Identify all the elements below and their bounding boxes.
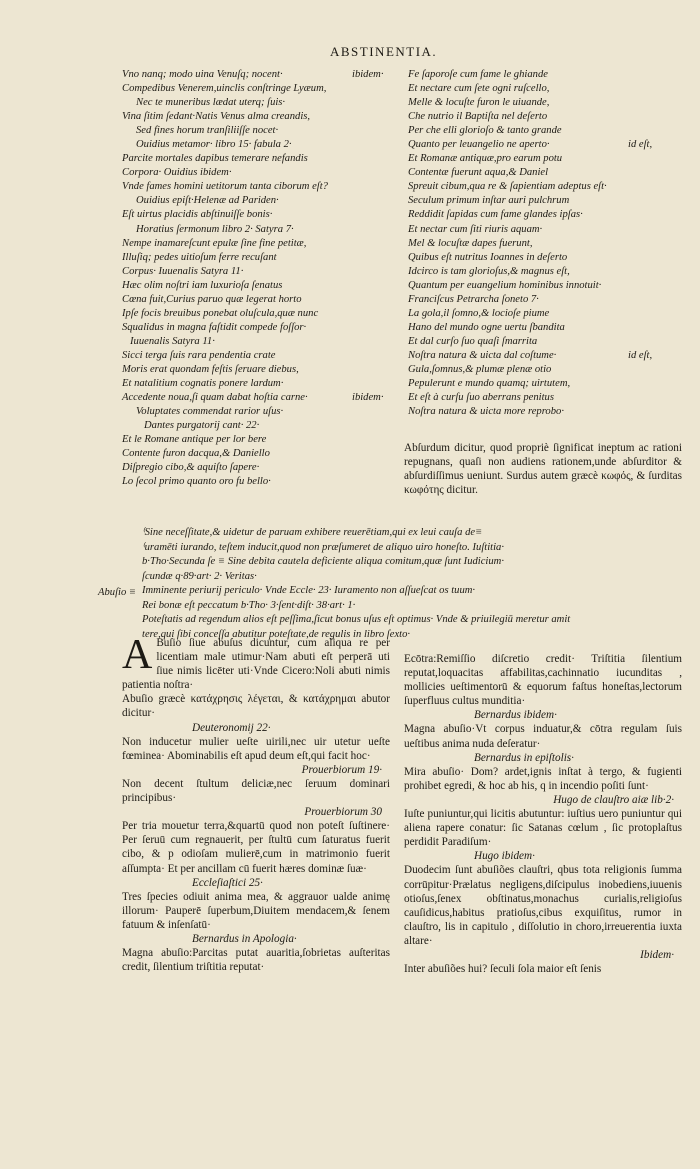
prose-paragraph: Inter abuſiões hui? ſeculi ſola maior eſt ſenis — [404, 963, 602, 976]
verse-line — [408, 237, 688, 251]
verse-line — [408, 124, 688, 138]
verse-line — [408, 251, 688, 265]
verse-text: Accedente noua,ſi quam dabat hoſtia carne· — [122, 392, 308, 404]
source-citation: Hugo de clauſtro aiæ lib·2· — [553, 793, 674, 806]
verse-text: Diſpregio cibo,& aquiſto ſapere· — [122, 462, 260, 474]
verse-text: Et le Romane antique per lor bere — [122, 434, 267, 446]
source-citation: Hugo ibidem· — [474, 850, 535, 863]
page-header: ABSTINENTIA. — [330, 44, 438, 59]
prose-paragraph: Iuſte puniuntur,qui licitis abutuntur: iuſtius uero puniuntur qui aliena rapere conatur: ſic Satanas cœlum , ſic protoplaſtus perdidit Paradiſum· — [404, 808, 682, 849]
abusio-label: Abuſio ≡ — [98, 587, 137, 598]
verse-text: Quantum per euangelium hominibus innotuit· — [408, 279, 602, 291]
verse-line — [408, 293, 688, 307]
verse-text: Hano del mundo ogne uertu ſbandita — [408, 321, 565, 333]
verse-line — [122, 265, 407, 279]
prose-paragraph: Magna abuſio·Vt corpus induatur,& cōtra regulam ſuis ueſtibus anima nuda deſeratur· — [404, 723, 682, 750]
verse-text: Che nutrio il Baptiſta nel deſerto — [408, 111, 548, 123]
verse-line — [122, 447, 407, 461]
verse-line — [408, 321, 688, 335]
verse-line — [408, 194, 688, 208]
verse-line — [122, 349, 407, 363]
verse-text: Et Romanæ antiquæ,pro earum potu — [408, 153, 563, 165]
verse-line — [408, 82, 688, 96]
verse-text: Moris erat quondam feſtis ſeruare diebus, — [122, 363, 299, 375]
verse-line — [122, 180, 407, 194]
verse-text: Corpora· Ouidius ibidem· — [122, 167, 232, 179]
verse-line — [122, 124, 407, 138]
verse-line — [122, 391, 407, 405]
verse-line — [408, 349, 688, 363]
prose-paragraph: Buſio ſiue abuſus dicuntur, cum aliqua re per licentiam male utimur·Nam abuti eſt perperā uti ſiue nimis licēter uti·Vnde Cicero:Noli abuti nimis patientia noſtra· — [122, 637, 390, 692]
verse-text: Quibus eſt nutritus Ioannes in deſerto — [408, 251, 568, 263]
verse-line — [408, 223, 688, 237]
absurdum-paragraph: Abſurdum dicitur, quod propriè ſignificat ineptum ac rationi repugnans, quaſi non audiens rationem,unde abſurditor & abſurdiſſimus ueniunt. Surdus autem græcè κωφός, & ſurditas κωφότης dicitur. — [404, 442, 682, 496]
verse-line — [122, 293, 407, 307]
verse-line — [122, 433, 407, 447]
verse-text: Dantes purgatorij cant· 22· — [144, 420, 260, 432]
verse-text: Spreuit cibum,qua re & ſapientiam adeptus eſt· — [408, 181, 607, 193]
verse-text: Reddidit ſapidas cum fame glandes ipſas· — [408, 209, 583, 221]
verse-text: Nec te muneribus lædat uterq; ſuis· — [136, 97, 286, 109]
prose-paragraph: Non decent ſtultum deliciæ,nec ſeruum dominari principibus· — [122, 777, 390, 805]
verse-text: Illuſiq; pedes uitioſum ferre recuſant — [122, 251, 277, 263]
verse-line — [122, 82, 407, 96]
verse-text: Et dal curſo ſuo quaſi ſmarrita — [408, 335, 538, 347]
prose-paragraph: Abuſio græcè κατάχρησις λέγεται, & κατάχρημαι abutor dicitur· — [122, 693, 390, 720]
verse-text: Compedibus Venerem,uinclis conſtringe Lyæum, — [122, 83, 327, 95]
outline-line: Poteſtatis ad regendum alios eſt peſſima,ſicut bonus uſus eſt optimus· Vnde & priuilegiū meretur amit — [142, 614, 571, 625]
verse-line — [122, 461, 407, 475]
verse-line — [408, 405, 688, 419]
verse-line — [408, 363, 688, 377]
outline-line: ⁽uramēti iurando, teſtem inducit,quod non præſumeret de aliquo uiro honeſto. Iuſtitia· — [142, 541, 504, 553]
verse-text: La gola,il ſomno,& locioſe piume — [408, 307, 550, 319]
verse-line — [122, 208, 407, 222]
verse-line — [122, 152, 407, 166]
source-citation: Deuteronomij 22· — [192, 721, 271, 734]
verse-text: Squalidus in magna faſtidit compede foſſor· — [122, 321, 307, 333]
verse-line — [122, 251, 407, 265]
verse-source: id eſt, — [628, 349, 653, 361]
verse-text: Corpus· Iuuenalis Satyra 11· — [122, 265, 244, 277]
source-citation: Bernardus in epiſtolis· — [474, 751, 574, 764]
outline-line: tere,qui ſibi conceſſa abutitur poteſtate,de regulis in libro ſexto· — [142, 628, 411, 640]
verse-text: Hæc olim noſtri iam luxurioſa ſenatus — [122, 279, 283, 291]
dropcap-letter: A — [122, 632, 153, 678]
verse-line — [408, 96, 688, 110]
verse-line — [122, 335, 407, 349]
verse-line — [408, 68, 688, 82]
right-verse-column — [408, 68, 688, 419]
verse-text: Franciſcus Petrarcha ſoneto 7· — [408, 293, 539, 305]
verse-line — [408, 166, 688, 180]
verse-line — [408, 110, 688, 124]
verse-line — [122, 321, 407, 335]
verse-line — [408, 265, 688, 279]
prose-paragraph: Ecōtra:Remiſſio diſcretio credit· Triſtitia ſilentium reputat,loquacitas affabilitas,cachinnatio iucunditas , mollicies ueſtimentorū & equorum faſtus honeſtas,lectorum ſuperfluus cultus munditia· — [404, 653, 682, 708]
verse-line — [122, 166, 407, 180]
verse-line — [122, 419, 407, 433]
verse-line — [122, 110, 407, 124]
verse-line — [122, 237, 407, 251]
verse-line — [408, 335, 688, 349]
verse-line — [408, 377, 688, 391]
verse-source: ibidem· — [352, 392, 384, 404]
verse-line — [408, 180, 688, 194]
verse-text: Ipſe focis breuibus ponebat oluſcula,quæ nunc — [122, 307, 319, 319]
verse-text: Horatius ſermonum libro 2· Satyra 7· — [136, 223, 294, 235]
verse-text: Per che elli glorioſo & tanto grande — [408, 125, 562, 137]
verse-line — [122, 279, 407, 293]
verse-line — [408, 138, 688, 152]
prose-paragraph: Mira abuſio· Dom? ardet,ignis inſtat à tergo, & fugienti prohibet egredi, & hoc ab his, q in incendio poſiti ſunt· — [404, 765, 682, 792]
verse-line — [408, 208, 688, 222]
verse-line — [122, 475, 407, 489]
verse-line — [122, 68, 407, 82]
verse-line — [122, 377, 407, 391]
source-citation: Bernardus in Apologia· — [192, 932, 297, 945]
verse-line — [122, 223, 407, 237]
verse-text: Contente furon dacqua,& Daniello — [122, 448, 270, 460]
verse-text: Et nectar cum ſiti riuris aquam· — [408, 223, 543, 235]
verse-text: Mel & locuſtæ dapes fuerunt, — [408, 237, 533, 249]
verse-text: Lo ſecol primo quanto oro fu bello· — [122, 476, 271, 488]
verse-text: Vina ſitim ſedant·Natis Venus alma creandis, — [122, 111, 311, 123]
verse-line — [122, 307, 407, 321]
verse-line — [122, 405, 407, 419]
verse-text: Melle & locuſte furon le uiuande, — [408, 97, 550, 109]
verse-text: Parcite mortales dapibus temerare nefandis — [122, 153, 308, 165]
verse-text: Gula,ſomnus,& plumæ plenæ otio — [408, 363, 552, 375]
verse-text: Et eſt à curſu ſuo aberrans penitus — [408, 392, 554, 404]
source-citation: Prouerbiorum 19· — [301, 763, 382, 776]
verse-text: Seculum primum inſtar auri pulchrum — [408, 195, 570, 207]
verse-line — [122, 363, 407, 377]
verse-line — [122, 194, 407, 208]
verse-line — [408, 152, 688, 166]
verse-text: Nempe inamareſcunt epulæ ſine fine petitæ, — [122, 237, 307, 249]
verse-text: Contentæ fuerunt aqua,& Daniel — [408, 167, 549, 179]
verse-text: Sed fines horum tranſiliiſſe nocet· — [136, 125, 279, 137]
verse-text: Noſtra natura & uicta dal coſtume· — [408, 349, 557, 361]
verse-text: Et nectare cum ſete ogni ruſcello, — [408, 83, 550, 95]
verse-line — [122, 96, 407, 110]
outline-line: Rei bonæ eſt peccatum b·Tho· 3·ſent·diſt· 38·art· 1· — [142, 599, 356, 611]
verse-text: Iuuenalis Satyra 11· — [130, 335, 215, 347]
prose-paragraph: Per tria mouetur terra,&quartū quod non poteſt ſuſtinere· Per ſeruū cum regnauerit, per ſtultū cum ſaturatus fuerit cibo, & p odioſam mulierē,cum in matrimonio fuerit aſſumpta· Et per ancillam cū fuerit hæres dominæ ſuæ· — [122, 820, 390, 875]
outline-line: ⁽Sine neceſſitate,& uidetur de paruam exhibere reuerētiam,qui ex leui cauſa de≡ — [142, 527, 483, 538]
verse-text: Pepulerunt e mundo quamq; uirtutem, — [408, 378, 571, 390]
verse-line — [122, 138, 407, 152]
verse-text: Ouidius metamor· libro 15· fabula 2· — [136, 139, 292, 151]
left-verse-column — [122, 68, 407, 489]
verse-text: Eſt uirtus placidis abſtinuiſſe bonis· — [122, 209, 273, 221]
verse-line — [408, 279, 688, 293]
outline-line: ſcundæ q·89·art· 2· Veritas· — [142, 570, 257, 582]
verse-text: Vnde fames homini uetitorum tanta ciborum eſt? — [122, 181, 328, 193]
source-citation: Eccleſiaſtici 25· — [192, 876, 263, 889]
verse-line — [408, 307, 688, 321]
prose-paragraph: Duodecim ſunt abuſiões clauſtri, qbus tota religionis ſumma corrūpitur·Prælatus negligens,diſcipulus inobediens,iuuenis otioſus,ſenex obſtinatus,monachus curialis,religioſus cauſidicus,habitus pratioſus,cibus exquiſitus, rumor in clauſtro, lis in capitulo , diſſolutio in choro,irreuerentia iuxta altare· — [404, 864, 682, 947]
verse-text: Noſtra natura & uicta more reprobo· — [408, 406, 564, 418]
verse-text: Voluptates commendat rarior uſus· — [136, 406, 284, 418]
verse-text: Cœna fuit,Curius paruo quæ legerat horto — [122, 293, 302, 305]
prose-paragraph: Tres ſpecies odiuit anima mea, & aggrauor ualde animę illorum· Pauperē ſuperbum,Diuitem mendacem,& ſenem fatuum & inſenſatū· — [122, 890, 390, 931]
source-citation: Ibidem· — [640, 948, 674, 961]
verse-text: Idcirco is tam glorioſus,& magnus eſt, — [408, 265, 570, 277]
verse-source: ibidem· — [352, 69, 384, 80]
verse-text: Et natalitium cognatis ponere lardum· — [122, 378, 284, 390]
source-citation: Prouerbiorum 30 — [304, 806, 382, 819]
iuramentum-abusio-block — [98, 526, 676, 642]
verse-text: Fe ſaporoſe cum fame le ghiande — [408, 69, 548, 80]
source-citation: Bernardus ibidem· — [474, 709, 557, 722]
right-prose-column — [404, 652, 682, 976]
verse-line — [408, 391, 688, 405]
verse-text: Sicci terga ſuis rara pendentia crate — [122, 349, 276, 361]
outline-line: b·Tho·Secunda ſe ≡ Sine debita cautela deficiente aliqua comitum,quæ ſunt Iudicium· — [142, 556, 504, 567]
outline-line: Imminente periurij periculo· Vnde Eccle· 23· Iuramento non aſſueſcat os tuum· — [142, 585, 476, 596]
prose-paragraph: Non inducetur mulier ueſte uirili,nec uir utetur ueſte fœminea· Abominabilis eſt apud deum eſt,qui facit hoc· — [122, 735, 390, 762]
verse-text: Ouidius epiſt·Helenæ ad Pariden· — [136, 195, 279, 207]
prose-paragraph: Magna abuſio:Parcitas putat auaritia,ſobrietas auſteritas credit, ſilentium triſtitia reputat· — [122, 947, 390, 974]
verse-text: Vno nanq; modo uina Venuſq; nocent· — [122, 69, 283, 80]
verse-text: Quanto per leuangelio ne aperto· — [408, 139, 550, 151]
verse-source: id eſt, — [628, 139, 653, 151]
